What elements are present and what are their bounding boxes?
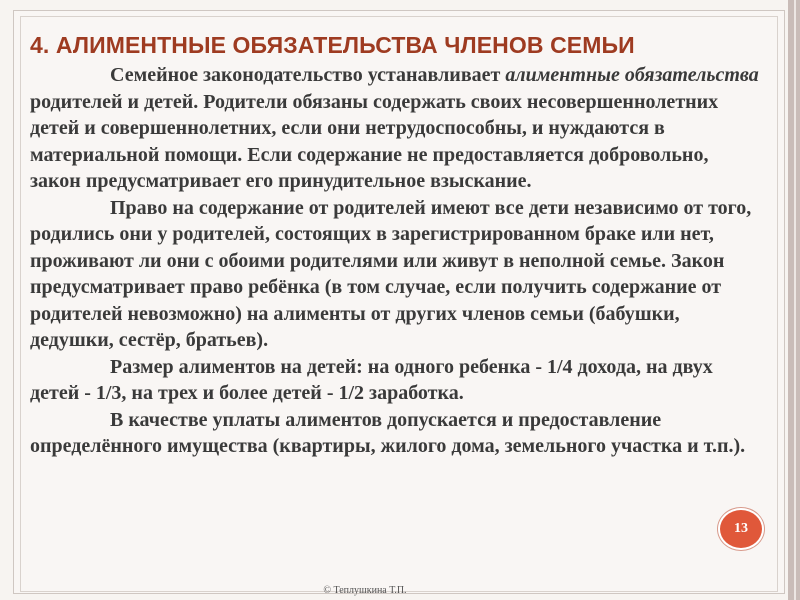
paragraph-3: Размер алиментов на детей: на одного ребенка - 1/4 дохода, на двух детей - 1/3, на трех и более детей - 1/2 заработка. — [30, 355, 713, 404]
paragraph-1-emphasis: алиментные обязательства — [505, 64, 759, 86]
slide-body — [30, 62, 760, 460]
paragraph-4: В качестве уплаты алиментов допускается и предоставление определённого имущества (квартиры, жилого дома, земельного участка и т.п.). — [30, 408, 746, 457]
right-decorative-stripe-line — [794, 0, 796, 600]
paragraph-1 — [30, 62, 760, 195]
page-number-badge: 13 — [718, 508, 764, 550]
paragraph-1-end: родителей и детей. Родители обязаны содержать своих несовершеннолетних детей и совершеннолетних, если они нетрудоспособны, и нуждаются в материальной помощи. Если содержание не предоставляется добровольно, закон предусматривает его принудительное взыскание. — [30, 90, 719, 192]
slide-title: 4. АЛИМЕНТНЫЕ ОБЯЗАТЕЛЬСТВА ЧЛЕНОВ СЕМЬИ — [30, 32, 635, 58]
paragraph-2: Право на содержание от родителей имеют все дети независимо от того, родились они у родителей, состоящих в зарегистрированном браке или нет, проживают ли они с обоими родителями или живут в неполной семье. Закон предусматривает право ребёнка (в том случае, если получить содержание от родителей невозможно) на алименты от других членов семьи (бабушки, дедушки, сестёр, братьев). — [30, 196, 752, 351]
footer-copyright: © Теплушкина Т.П. — [323, 585, 407, 596]
paragraph-1-start: Семейное законодательство устанавливает — [110, 64, 506, 86]
